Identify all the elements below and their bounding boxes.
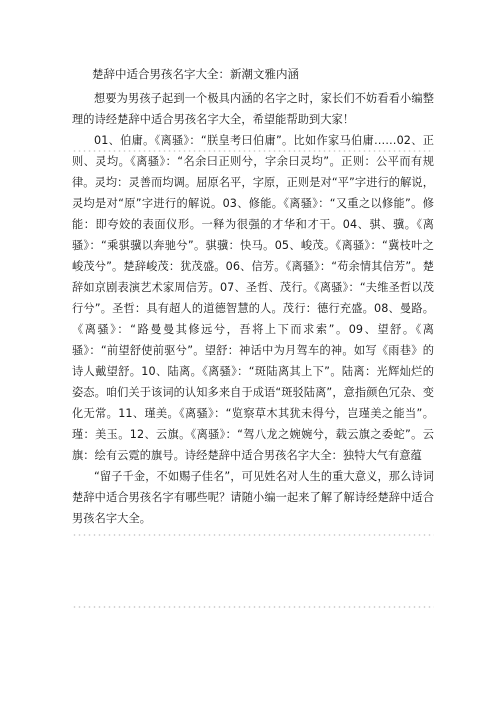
intro-paragraph: 想要为男孩子起到一个极具内涵的名字之时，家长们不妨看看小编整理的诗经楚辞中适合男孩名字大全，希望能帮助到大家！ (72, 92, 434, 126)
closing-paragraph: “留子千金，不如赐子佳名”，可见姓名对人生的重大意义，那么诗词楚辞中适合男孩名字有哪些呢？请随小编一起来了解了解诗经楚辞中适合男孩名字大全。 (72, 470, 434, 525)
dotted-divider (72, 532, 434, 538)
dotted-divider (72, 148, 434, 154)
document-title: 楚辞中适合男孩名字大全：新潮文雅内涵 (92, 67, 299, 81)
dotted-divider (72, 604, 434, 610)
names-list-paragraph: 01、伯庸。《离骚》：“朕皇考曰伯庸”。比如作家马伯庸……02、正则、灵均。《离骚》：“名余曰正则兮，字余曰灵均”。正则：公平而有规律。灵均：灵善而均调。屈原名平，字原，正则是对“平”字进行的解说，灵均是对“原”字进行的解说。03、修能。《离骚》：“又重之以修能”。修能：即夸姣的表面仪形。一释为很强的才华和才干。04、骐、骥。《离骚》：“乘骐骥以奔驰兮”。骐骥：快马。05、峻茂。《离骚》：“冀枝叶之峻茂兮”。楚辞峻茂：犹茂盛。06、信芳。《离骚》：“苟余情其信芳”。楚辞如京剧表演艺术家周信芳。07、圣哲、茂行。《离骚》：“夫维圣哲以茂行兮”。圣哲：具有超人的道德智慧的人。茂行：德行充盛。08、曼路。《离骚》：“路曼曼其修远兮，吾将上下而求索”。09、望舒。《离骚》：“前望舒使前驱兮”。望舒：神话中为月驾车的神。如写《雨巷》的诗人戴望舒。10、陆离。《离骚》：“斑陆离其上下”。陆离：光辉灿烂的姿态。咱们关于该词的认知多来自于成语“斑驳陆离”，意指颜色冗杂、变化无常。11、瑾美。《离骚》：“览察草木其犹未得兮，岂瑾美之能当”。瑾：美玉。12、云旗。《离骚》：“驾八龙之婉婉兮，载云旗之委蛇”。云旗：绘有云霓的旗号。诗经楚辞中适合男孩名字大全：独特大气有意蕴 (72, 134, 434, 462)
